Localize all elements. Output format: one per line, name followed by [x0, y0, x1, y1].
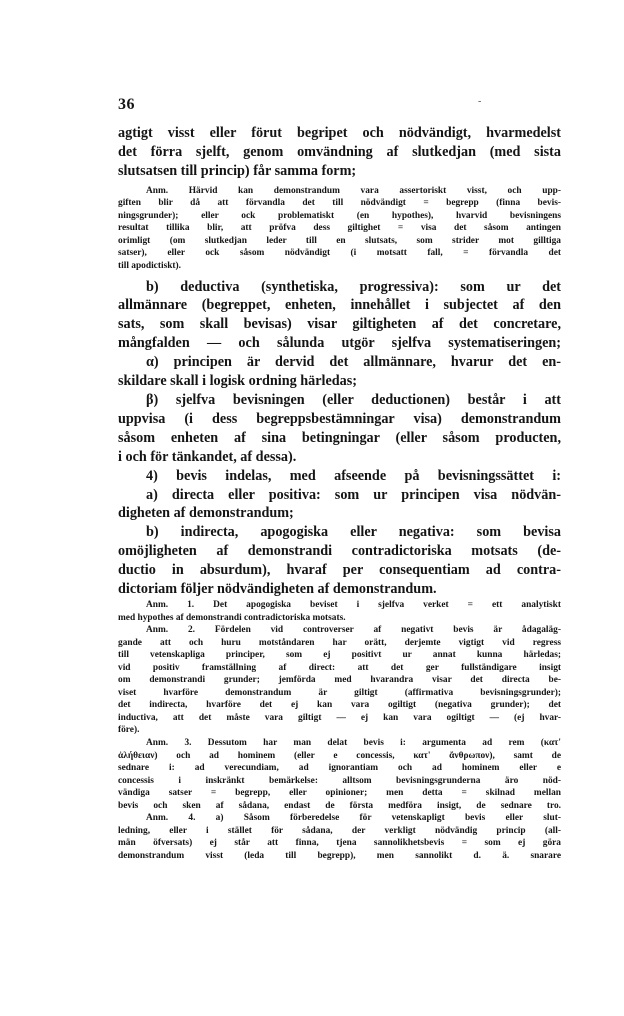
- text-line: viset hvarföre demonstrandum är giltigt (affirmativa bevisningsgrunder);: [118, 687, 561, 698]
- text-line: α) principen är dervid det allmännare, hvarur det en-: [146, 354, 561, 371]
- text-line: sednare i: ad verecundiam, ad ignorantiam och ad hominem eller e: [118, 763, 561, 774]
- text-line: skildare skall i logisk ordning härledas;: [118, 373, 358, 390]
- text-line: dictoriam följer nödvändigheten af demonstrandum.: [118, 581, 437, 598]
- text-line: ἀλήθειαν) och ad hominem (eller e concessis, κατ' ἄνθρωπον), samt de: [118, 750, 561, 761]
- text-line: ningsgrunder); eller ock problematiskt (en hypothes), hvarvid bevisningens: [118, 210, 561, 221]
- text-line: concessis i inskränkt bemärkelse: alltsom bevisningsgrunderna äro nöd-: [118, 775, 561, 786]
- text-line: gande att och huru motståndaren har orätt, derjemte vigtigt vid regress: [118, 637, 561, 648]
- text-line: b) indirecta, apogogiska eller negativa: som bevisa: [146, 524, 561, 541]
- text-line: sats, som skall bevisas) visar giltigheten af det concretare,: [118, 316, 561, 333]
- text-line: såsom enheten af sina betingningar (eller såsom producten,: [118, 429, 561, 446]
- text-line: orimligt (om slutkedjan leder till en slutsats, som strider mot gilltiga: [118, 235, 561, 246]
- text-line: β) sjelfva bevisningen (eller deductionen) består i att: [146, 391, 561, 408]
- paragraph-block: [118, 124, 561, 181]
- text-line: med hypothes af demonstrandi contradictoriska motsats.: [118, 612, 346, 623]
- text-line: satser), eller ock såsom nödvändigt (i motsatt fall, = förvandla det: [118, 248, 561, 259]
- body-text: [118, 124, 561, 862]
- text-line: män öfversats) ej står att finna, tjena sannolikhetsbevis = som ej göra: [118, 838, 561, 849]
- text-line: a) directa eller positiva: som ur principen visa nödvän-: [146, 486, 561, 503]
- text-line: inductiva, att det måste vara giltigt — ej kan vara ogiltigt — (ej hvar-: [118, 712, 561, 723]
- paragraph-block: [118, 278, 561, 599]
- text-line: det indirecta, hvarföre det ej kan vara ogiltigt (negativa grunder); det: [118, 700, 561, 711]
- text-line: ductio in absurdum), hvaraf per consequentiam ad contra-: [118, 562, 561, 579]
- text-line: slutsatsen till princip) får samma form;: [118, 162, 357, 179]
- page-number: 36: [118, 96, 135, 113]
- text-line: vändiga satser = begrepp, eller opinioner; men detta = skilnad mellan: [118, 788, 561, 799]
- text-line: digheten af demonstrandum;: [118, 505, 294, 522]
- text-line: vid positiv framställning af direct: att det ger fullständigare insigt: [118, 662, 561, 673]
- text-line: agtigt visst eller förut begripet och nödvändigt, hvarmedelst: [118, 125, 561, 141]
- note-block: [118, 185, 561, 273]
- text-line: i och för tänkandet, af dessa).: [118, 448, 297, 465]
- text-line: ledning, eller i stället för sådana, der verkligt nödvändig princip (all-: [118, 825, 561, 836]
- text-line: till apodictiskt).: [118, 261, 182, 271]
- corner-mark: -: [478, 96, 482, 107]
- text-line: resultat tillika blir, att pröfva dess giltighet = visa det såsom antingen: [118, 223, 561, 234]
- note-block: [118, 599, 561, 862]
- text-line: b) deductiva (synthetiska, progressiva): som ur det: [146, 278, 561, 295]
- text-line: allmännare (begreppet, enheten, innehållet i subjectet af den: [118, 297, 561, 314]
- text-line: Anm. 2. Fördelen vid controverser af negativt bevis är ådagaläg-: [146, 625, 561, 636]
- text-line: Anm. 3. Dessutom har man delat bevis i: argumenta ad rem (κατ': [146, 737, 561, 748]
- text-line: omöjligheten af demonstrandi contradictoriska motsats (de-: [118, 543, 561, 560]
- text-line: före).: [118, 725, 140, 736]
- text-line: 4) bevis indelas, med afseende på bevisningssättet i:: [146, 467, 561, 484]
- text-line: om demonstrandi grunder; jemförda med hvarandra visar det directa be-: [118, 675, 561, 686]
- text-line: mångfalden — och sålunda utgör sjelfva systematiseringen;: [118, 335, 561, 352]
- text-line: demonstrandum visst (leda till begrepp), men sannolikt d. ä. snarare: [118, 850, 561, 861]
- text-line: giften blir då att förvandla det till nödvändigt = begrepp (finna bevis-: [118, 198, 561, 209]
- text-line: Anm. 1. Det apogogiska beviset i sjelfva verket = ett analytiskt: [146, 599, 561, 610]
- text-line: till vetenskapliga principer, som ej positivt ur annat kunna härledas;: [118, 650, 561, 661]
- text-line: Anm. 4. a) Såsom förberedelse för vetenskapligt bevis eller slut-: [146, 813, 561, 824]
- text-line: det förra sjelft, genom omvändning af slutkedjan (med sista: [118, 143, 561, 160]
- text-line: bevis och sken af sådana, endast de första medföra insigt, de sednare tro.: [118, 800, 561, 811]
- text-line: uppvisa (i dess begreppsbestämningar visa) demonstrandum: [118, 410, 561, 427]
- text-line: Anm. Härvid kan demonstrandum vara assertoriskt visst, och upp-: [146, 185, 561, 196]
